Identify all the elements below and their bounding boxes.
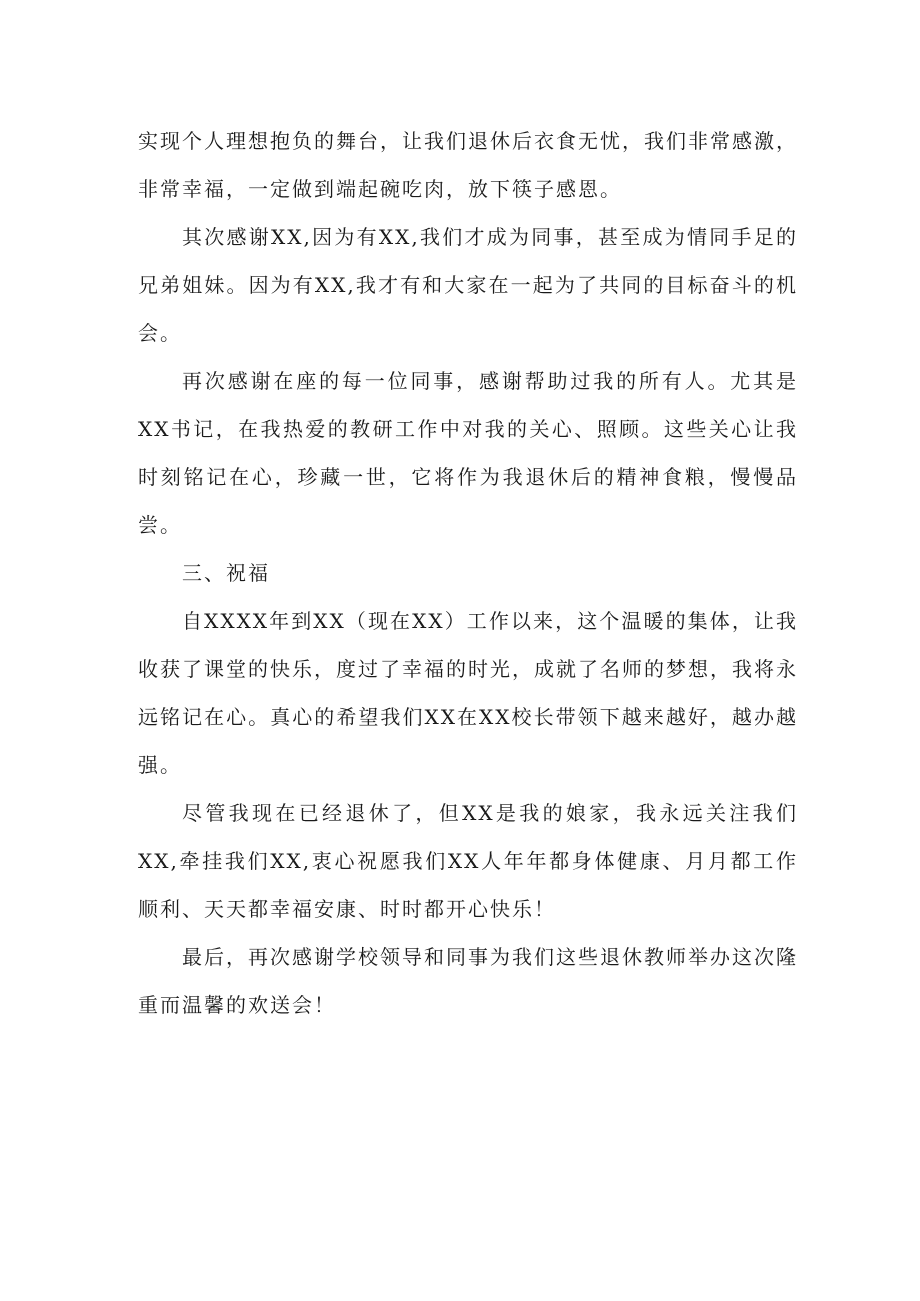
paragraph-continuation: 实现个人理想抱负的舞台，让我们退休后衣食无忧，我们非常感激，非常幸福，一定做到端起碗吃肉，放下筷子感恩。	[138, 129, 798, 201]
paragraph-thanks-xx: 其次感谢XX,因为有XX,我们才成为同事，甚至成为情同手足的兄弟姐妹。因为有XX,我才有和大家在一起为了共同的目标奋斗的机会。	[138, 225, 798, 345]
document-body	[138, 117, 798, 1029]
paragraph-blessing-wishes: 尽管我现在已经退休了，但XX是我的娘家，我永远关注我们XX,牵挂我们XX,衷心祝愿我们XX人年年都身体健康、月月都工作顺利、天天都幸福安康、时时都开心快乐！	[138, 801, 798, 921]
paragraph-thanks-colleagues: 再次感谢在座的每一位同事，感谢帮助过我的所有人。尤其是XX书记，在我热爱的教研工作中对我的关心、照顾。这些关心让我时刻铭记在心，珍藏一世，它将作为我退休后的精神食粮，慢慢品尝。	[138, 369, 798, 537]
paragraph-closing: 最后，再次感谢学校领导和同事为我们这些退休教师举办这次隆重而温馨的欢送会！	[138, 945, 798, 1017]
paragraph-blessing-collective: 自XXXX年到XX（现在XX）工作以来，这个温暖的集体，让我收获了课堂的快乐，度过了幸福的时光，成就了名师的梦想，我将永远铭记在心。真心的希望我们XX在XX校长带领下越来越好，越办越强。	[138, 609, 798, 777]
section-heading-blessing: 三、祝福	[182, 561, 270, 585]
